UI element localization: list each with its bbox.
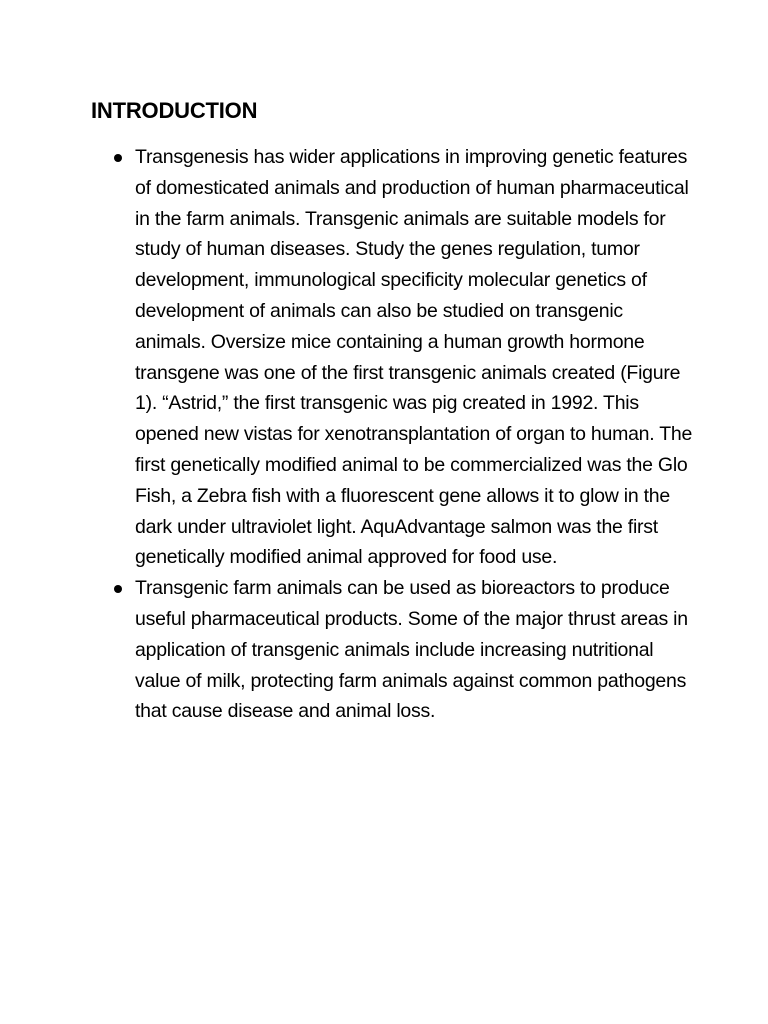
- bullet-text: Transgenic farm animals can be used as bioreactors to produce useful pharmaceutical products. Some of the major thrust areas in application of transgenic animals include increasing nutritional value of milk, protecting farm animals against common pathogens that cause disease and animal loss.: [135, 577, 688, 723]
- section-heading: INTRODUCTION: [91, 98, 258, 123]
- bullet-text: Transgenesis has wider applications in improving genetic features of domesticated animals and production of human pharmaceutical in the farm animals. Transgenic animals are suitable models for study of human diseases. Study the genes regulation, tumor development, immunological specificity molecular genetics of development of animals can also be studied on transgenic animals. Oversize mice containing a human growth hormone transgene was one of the first transgenic animals created (Figure 1). “Astrid,” the first transgenic was pig created in 1992. This opened new vistas for xenotransplantation of organ to human. The first genetically modified animal to be commercialized was the Glo Fish, a Zebra fish with a fluorescent gene allows it to glow in the dark under ultraviolet light. AquAdvantage salmon was the first genetically modified animal approved for food use.: [135, 146, 693, 569]
- bullet-dot-icon: [114, 154, 122, 162]
- bullet-item-1: [0, 142, 768, 573]
- bullet-dot-icon: [114, 585, 122, 593]
- bullet-list: [0, 142, 768, 727]
- bullet-item-2: [0, 573, 768, 727]
